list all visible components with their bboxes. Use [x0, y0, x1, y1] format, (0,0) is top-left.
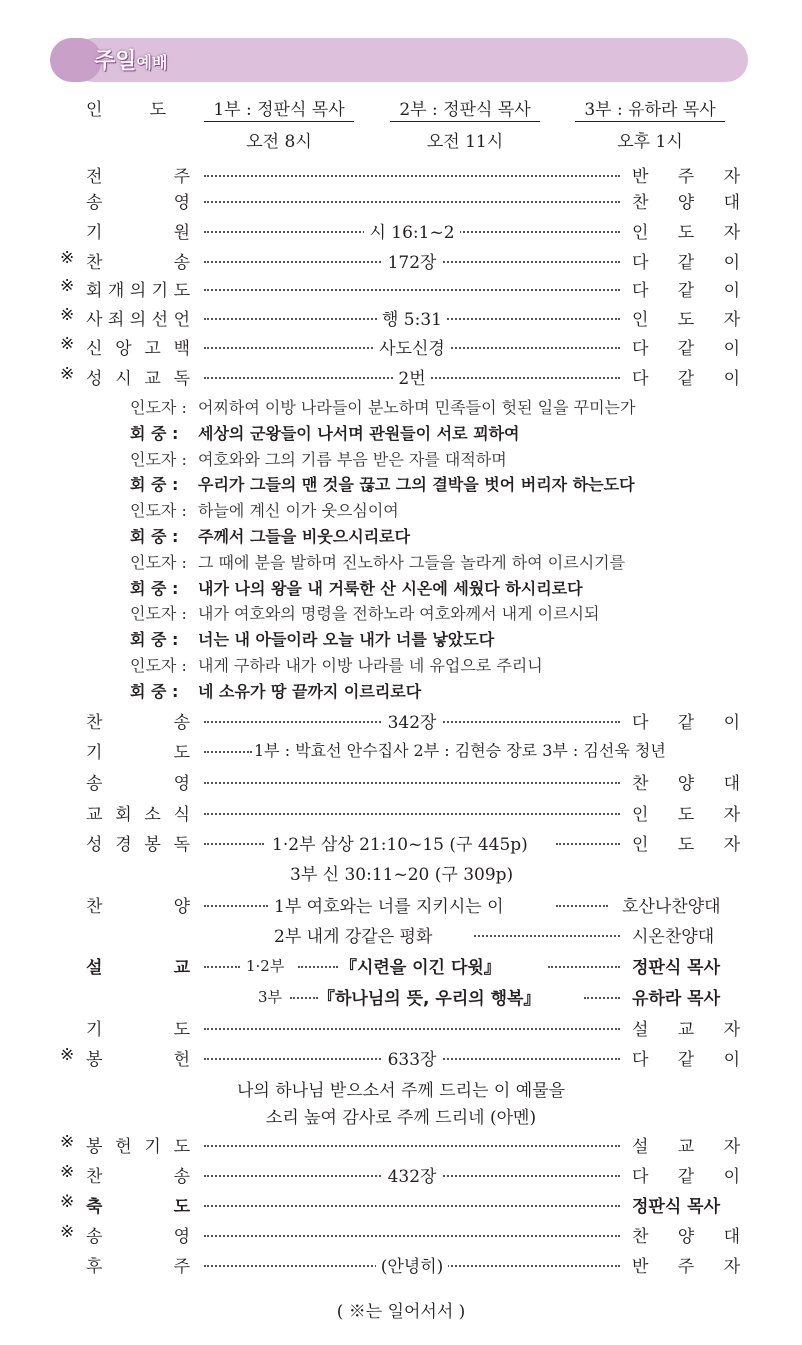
- leaders-label: 인 도: [86, 100, 166, 120]
- service-1: 1부 : 정판식 목사 오전 8시: [204, 95, 354, 152]
- row-label: 송 영: [86, 1227, 190, 1247]
- scripture-2: 3부 신 30:11~20 (구 309p): [290, 865, 514, 885]
- order-row: ※ 찬 송 172장 다 같 이: [60, 248, 740, 273]
- row-label: 송 영: [86, 774, 190, 794]
- praise-row: [0, 892, 802, 922]
- choir-2: 시온찬양대: [632, 927, 715, 947]
- row-role: 반 주 자: [632, 1257, 740, 1277]
- row-label: 후 주: [86, 1257, 190, 1277]
- order-row: [0, 188, 802, 218]
- row-role: 다 같 이: [632, 253, 740, 273]
- row-label: 찬 송: [86, 713, 190, 733]
- praise-song-1: 1부 여호와는 너를 지키시는 이: [274, 897, 504, 917]
- row-role: 다 같 이: [632, 369, 740, 389]
- order-row: ※ 신 앙 고 백 사도신경 다 같 이: [60, 334, 740, 359]
- sermon-row-2: 3부 『하나님의 뜻, 우리의 행복』 유하라 목사: [0, 984, 802, 1014]
- row-role: 찬 양 대: [632, 193, 740, 213]
- leader-line: 인도자 : 그 때에 분을 발하며 진노하사 그들을 놀라게 하여 이르시기를: [130, 552, 626, 572]
- congregation-line: 회 중 : 세상의 군왕들이 나서며 관원들이 서로 꾀하여: [130, 423, 520, 443]
- stand-mark: ※: [60, 1132, 75, 1152]
- hymn-row-2: ※ 찬 송 432장 다 같 이: [60, 1162, 740, 1187]
- row-role: 다 같 이: [632, 1050, 740, 1070]
- row-label: 성 경 봉 독: [86, 835, 190, 855]
- row-label: 교 회 소 식: [86, 805, 190, 825]
- sermon-title-2: 『하나님의 뜻, 우리의 행복』: [318, 989, 541, 1009]
- benediction-pastor: 정판식 목사: [632, 1197, 721, 1217]
- stand-mark: ※: [60, 334, 75, 354]
- congregation-line: 회 중 : 너는 내 아들이라 오늘 내가 너를 낳았도다: [130, 630, 495, 650]
- stand-mark: ※: [60, 1162, 75, 1182]
- prayer-row: [0, 738, 802, 768]
- congregation-line: 회 중 : 우리가 그들의 맨 것을 끊고 그의 결박을 벗어 버리자 하는도다: [130, 475, 635, 495]
- row-label: 송 영: [86, 193, 190, 213]
- row-label: 축 도: [86, 1197, 190, 1217]
- church-news-row: [0, 800, 802, 830]
- benediction-row: [0, 1192, 802, 1222]
- row-role: 다 같 이: [632, 713, 740, 733]
- row-label: 회 개 의 기 도: [86, 281, 190, 301]
- stand-mark: ※: [60, 1192, 75, 1212]
- row-label: 사 죄 의 선 언: [86, 310, 190, 330]
- stand-mark: ※: [60, 248, 75, 268]
- offering-row: ※ 봉 헌 633장 다 같 이: [60, 1045, 740, 1070]
- preacher-1: 정판식 목사: [632, 958, 721, 978]
- row-role: 설 교 자: [632, 1137, 740, 1157]
- order-row: ※ 성 시 교 독 2번 다 같 이: [60, 364, 740, 389]
- section-title: 주일예배: [94, 49, 168, 74]
- row-role: 찬 양 대: [632, 1227, 740, 1247]
- leader-line: 인도자 : 내게 구하라 내가 이방 나라를 네 유업으로 주리니: [130, 656, 543, 675]
- stand-mark: ※: [60, 1045, 75, 1065]
- row-role: 인 도 자: [632, 310, 740, 330]
- leader-line: 인도자 : 어찌하여 이방 나라들이 분노하며 민족들이 헛된 일을 꾸미는가: [130, 398, 636, 417]
- footnote: ( ※는 일어서서 ): [336, 1302, 466, 1322]
- row-role: 설 교 자: [632, 1020, 740, 1040]
- order-row: 기 원 시 16:1~2 인 도 자: [0, 218, 802, 248]
- praise-row-2: [0, 922, 802, 952]
- order-row: ※ 사 죄 의 선 언 행 5:31 인 도 자: [60, 305, 740, 330]
- row-role: 인 도 자: [632, 223, 740, 243]
- sermon-title-1: 『시련을 이긴 다윗』: [340, 958, 501, 978]
- row-role: 다 같 이: [632, 281, 740, 301]
- congregation-line: 회 중 : 네 소유가 땅 끝까지 이르리로다: [130, 681, 422, 701]
- leader-line: 인도자 : 내가 여호와의 명령을 전하노라 여호와께서 내게 이르시되: [130, 604, 600, 624]
- praise-song-2: 2부 내게 강같은 평화: [274, 927, 433, 947]
- row-role: 찬 양 대: [632, 774, 740, 794]
- row-role: 반 주 자: [632, 167, 740, 187]
- leader-line: 인도자 : 하늘에 계신 이가 웃으심이여: [130, 501, 399, 521]
- row-label: 찬 송: [86, 1167, 190, 1187]
- leaders-block: [0, 95, 802, 155]
- preacher-2: 유하라 목사: [632, 989, 721, 1009]
- section-header: [50, 38, 748, 82]
- stand-mark: ※: [60, 1222, 75, 1242]
- service-3: 3부 : 유하라 목사 오후 1시: [575, 95, 725, 152]
- row-label: 전 주: [86, 167, 190, 187]
- scripture-1: 1·2부 삼상 21:10~15 (구 445p): [272, 835, 528, 855]
- doxology-row-2: [0, 1222, 802, 1252]
- row-label: 찬 송: [86, 253, 190, 273]
- row-label: 봉 헌 기 도: [86, 1137, 190, 1157]
- offering-song-line-2: 소리 높여 감사로 주께 드리네 (아멘): [265, 1108, 537, 1128]
- postlude-row: 후 주 (안녕히) 반 주 자: [0, 1252, 802, 1282]
- header-bar: [72, 38, 748, 82]
- choir-1: 호산나찬양대: [622, 897, 721, 917]
- row-label: 기 도: [86, 1020, 190, 1040]
- row-role: 다 같 이: [632, 1167, 740, 1187]
- row-role: 인 도 자: [632, 835, 740, 855]
- congregation-line: 회 중 : 내가 나의 왕을 내 거룩한 산 시온에 세웠다 하시리로다: [130, 578, 583, 598]
- row-label: 설 교: [86, 958, 190, 978]
- leader-line: 인도자 : 여호와와 그의 기름 부음 받은 자를 대적하며: [130, 449, 507, 469]
- order-row: [0, 276, 802, 306]
- sermon-row: 설 교 1·2부 『시련을 이긴 다윗』 정판식 목사: [0, 953, 802, 983]
- row-role: 인 도 자: [632, 805, 740, 825]
- congregation-line: 회 중 : 주께서 그들을 비웃으시리로다: [130, 527, 411, 546]
- scripture-reading-row-2: [0, 860, 802, 890]
- row-label: 기 원: [86, 223, 190, 243]
- row-label: 신 앙 고 백: [86, 339, 190, 359]
- offering-song-line-1: 나의 하나님 받으소서 주께 드리는 이 예물을: [236, 1081, 566, 1101]
- row-label: 기 도: [86, 743, 190, 763]
- stand-mark: ※: [60, 276, 75, 296]
- stand-mark: ※: [60, 305, 75, 325]
- row-label: 찬 양: [86, 897, 190, 917]
- hymn-row: 찬 송 342장 다 같 이: [0, 708, 802, 738]
- offering-prayer-row: [0, 1132, 802, 1162]
- service-2: 2부 : 정판식 목사 오전 11시: [390, 95, 540, 152]
- doxology-row: [0, 769, 802, 799]
- scripture-reading-row: [0, 830, 802, 860]
- row-label: 성 시 교 독: [86, 369, 190, 389]
- prayer-after-sermon-row: [0, 1015, 802, 1045]
- stand-mark: ※: [60, 364, 75, 384]
- row-label: 봉 헌: [86, 1050, 190, 1070]
- prayer-leaders: 1부 : 박효선 안수집사 2부 : 김현승 장로 3부 : 김선욱 청년: [254, 741, 666, 760]
- row-role: 다 같 이: [632, 339, 740, 359]
